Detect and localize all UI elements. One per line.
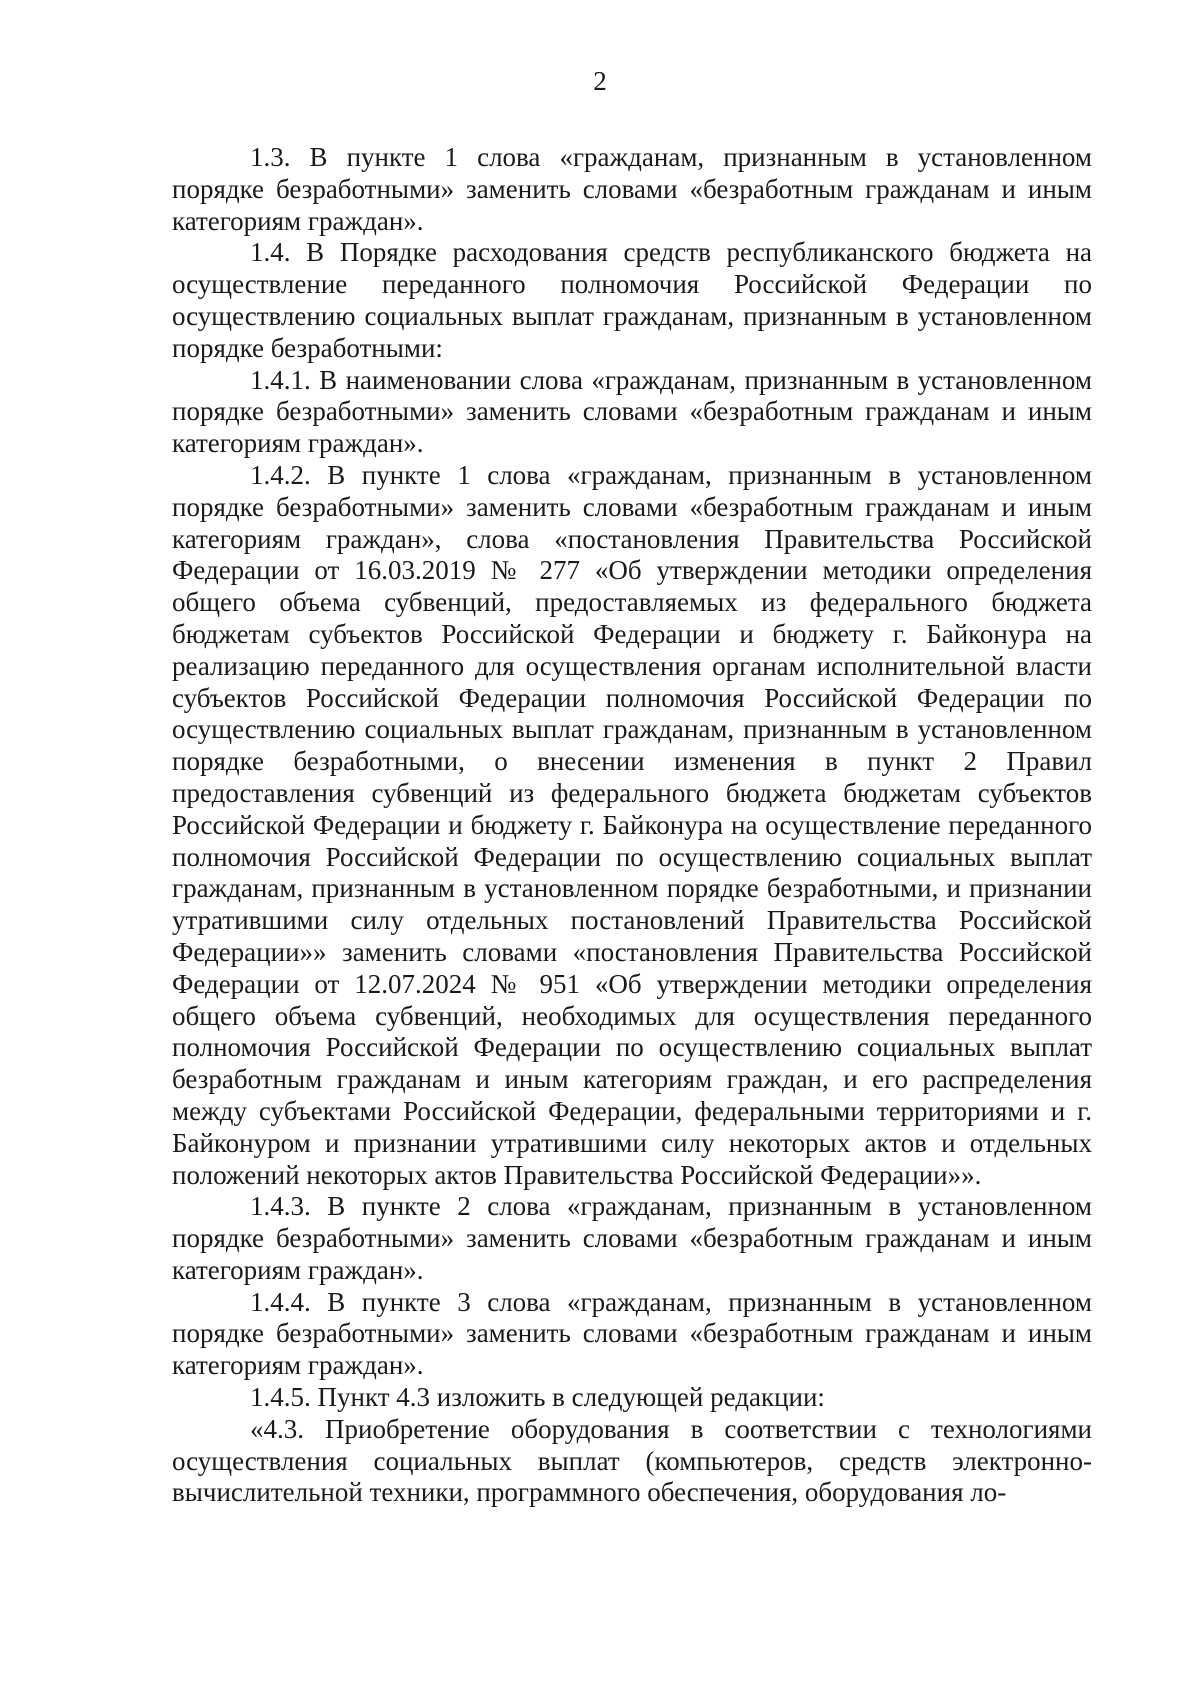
paragraph-1-4-5: 1.4.5. Пункт 4.3 изложить в следующей редакции: xyxy=(250,1382,825,1413)
document-body xyxy=(172,142,1092,1509)
paragraph-1-3: 1.3. В пункте 1 слова «гражданам, признанным в установленном порядке безработными» заменить словами «безработным гражданам и иным категориям граждан». xyxy=(172,142,1092,236)
page-number: 2 xyxy=(593,66,607,96)
paragraph-1-4-3: 1.4.3. В пункте 2 слова «гражданам, признанным в установленном порядке безработными» заменить словами «безработным гражданам и иным категориям граждан». xyxy=(172,1191,1092,1285)
paragraph-1-4-1: 1.4.1. В наименовании слова «гражданам, признанным в установленном порядке безработными» заменить словами «безработным гражданам и иным категориям граждан». xyxy=(172,364,1092,459)
paragraph-1-4-4: 1.4.4. В пункте 3 слова «гражданам, признанным в установленном порядке безработными» заменить словами «безработным гражданам и иным категориям граждан». xyxy=(172,1286,1092,1381)
paragraph-4-3-quote: «4.3. Приобретение оборудования в соответствии с технологиями осуществления социальных выплат (компьютеров, средств электронно-вычислительной техники, программного обеспечения, оборудования ло- xyxy=(172,1413,1092,1508)
paragraph-1-4-2: 1.4.2. В пункте 1 слова «гражданам, признанным в установленном порядке безработными» заменить словами «безработным гражданам и иным категориям граждан», слова «постановления Правительства Российской Федерации от 16.03.2019 № 277 «Об утверждении методики определения общего объема субвенций, предоставляемых из федерального бюджета бюджетам субъектов Российской Федерации и бюджету г. Байконура на реализацию переданного для осуществления органам исполнительной власти субъектов Российской Федерации полномочия Российской Федерации по осуществлению социальных выплат гражданам, признанным в установленном порядке безработными, о внесении изменения в пункт 2 Правил предоставления субвенций из федерального бюджета бюджетам субъектов Российской Федерации и бюджету г. Байконура на осуществление переданного полномочия Российской Федерации по осуществлению социальных выплат гражданам, признанным в установленном порядке безработными, и признании утратившими силу отдельных постановлений Правительства Российской Федерации»» заменить словами «постановления Правительства Российской Федерации от 12.07.2024 № 951 «Об утверждении методики определения общего объема субвенций, необходимых для осуществления переданного полномочия Российской Федерации по осуществлению социальных выплат безработным гражданам и иным категориям граждан, и его распределения между субъектами Российской Федерации, федеральными территориями и г. Байконуром и признании утратившими силу некоторых актов и отдельных положений некоторых актов Правительства Российской Федерации»». xyxy=(172,459,1092,1190)
paragraph-1-4: 1.4. В Порядке расходования средств республиканского бюджета на осуществление переданного полномочия Российской Федерации по осуществлению социальных выплат гражданам, признанным в установленном порядке безработными: xyxy=(172,237,1092,363)
